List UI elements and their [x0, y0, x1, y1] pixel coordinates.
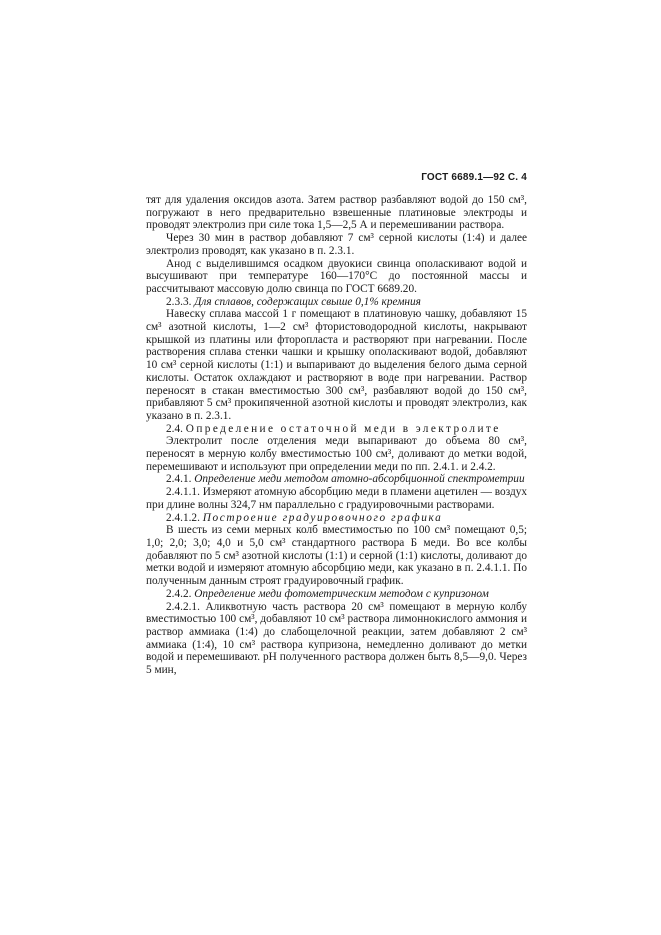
paragraph-electrolyte: Электролит после отделения меди выпаривают до объема 80 см³, переносят в мерную колбу вместимостью 100 см³, доливают до метки водой, перемешивают и используют при определении меди по пп. 2.4.1. и 2.4.2. — [146, 435, 527, 473]
section-number: 2.3.3. — [166, 295, 195, 308]
section-title: Построение градуировочного графика — [202, 511, 443, 524]
section-number: 2.4.1. — [166, 473, 195, 486]
section-2-4-heading — [146, 423, 527, 436]
paragraph-aliquot: 2.4.2.1. Аликвотную часть раствора 20 см³ помещают в мерную колбу вместимостью 100 см³, добавляют 10 см³ раствора лимоннокислого аммония и раствор аммиака (1:4) до слабощелочной реакции, затем добавляют 2 см³ аммиака (1:4), 10 см³ раствора купризона, немедленно доливают до метки водой и перемешивают. рН полученного раствора должен быть 8,5—9,0. Через 5 мин, — [146, 600, 527, 677]
section-number: 2.4.1.2. — [166, 511, 203, 524]
section-2-3-3-heading — [146, 296, 527, 309]
section-number: 2.4. — [166, 422, 186, 435]
section-2-4-2-heading — [146, 588, 527, 601]
section-title: Определение остаточной меди в электролите — [185, 422, 501, 435]
paragraph-silicon-alloys: Навеску сплава массой 1 г помещают в платиновую чашку, добавляют 15 см³ азотной кислоты, 1—2 см³ фтористоводородной кислоты, накрывают крышкой из платины или фторопласта и растворяют при нагревании. После растворения сплава стенки чашки и крышку ополаскивают водой, добавляют 10 см³ серной кислоты (1:1) и выпаривают до выделения белого дыма серной кислоты. Остаток охлаждают и растворяют в воде при нагревании. Раствор переносят в стакан вместимостью 300 см³, разбавляют водой до 150 см³, прибавляют 5 см³ прокипяченной азотной кислоты и проводят электролиз, как указано в п. 2.3.1. — [146, 308, 527, 422]
paragraph-electrolysis: тят для удаления оксидов азота. Затем раствор разбавляют водой до 150 см³, погружают в него предварительно взвешенные платиновые электроды и проводят электролиз при силе тока 1,5—2,5 А и перемешивании раствора. — [146, 194, 527, 232]
section-title: Определение меди фотометрическим методом с купризоном — [194, 587, 489, 600]
document-body — [146, 194, 527, 677]
section-title: Для сплавов, содержащих свыше 0,1% кремния — [194, 295, 421, 308]
section-2-4-1-2-heading — [146, 512, 527, 525]
section-2-4-1-heading — [146, 473, 527, 486]
page-header: ГОСТ 6689.1—92 С. 4 — [421, 172, 527, 183]
paragraph-calibration: В шесть из семи мерных колб вместимостью по 100 см³ помещают 0,5; 1,0; 2,0; 3,0; 4,0 и 5,0 см³ стандартного раствора Б меди. Во все колбы добавляют по 5 см³ азотной кислоты (1:1) и серной (1:1) кислоты, доливают до метки водой и измеряют атомную абсорбцию меди, как указано в п. 2.4.1.1. По полученным данным строят градуировочный график. — [146, 524, 527, 588]
paragraph-sulfuric-acid: Через 30 мин в раствор добавляют 7 см³ серной кислоты (1:4) и далее электролиз проводят, как указано в п. 2.3.1. — [146, 232, 527, 257]
section-number: 2.4.2. — [166, 587, 195, 600]
paragraph-atomic-absorption: 2.4.1.1. Измеряют атомную абсорбцию меди в пламени ацетилен — воздух при длине волны 324,7 нм параллельно с градуировочными растворами. — [146, 486, 527, 511]
paragraph-anode: Анод с выделившимся осадком двуокиси свинца ополаскивают водой и высушивают при температуре 160—170°С до постоянной массы и рассчитывают массовую долю свинца по ГОСТ 6689.20. — [146, 257, 527, 295]
section-title: Определение меди методом атомно-абсорбционной спектрометрии — [194, 473, 525, 486]
